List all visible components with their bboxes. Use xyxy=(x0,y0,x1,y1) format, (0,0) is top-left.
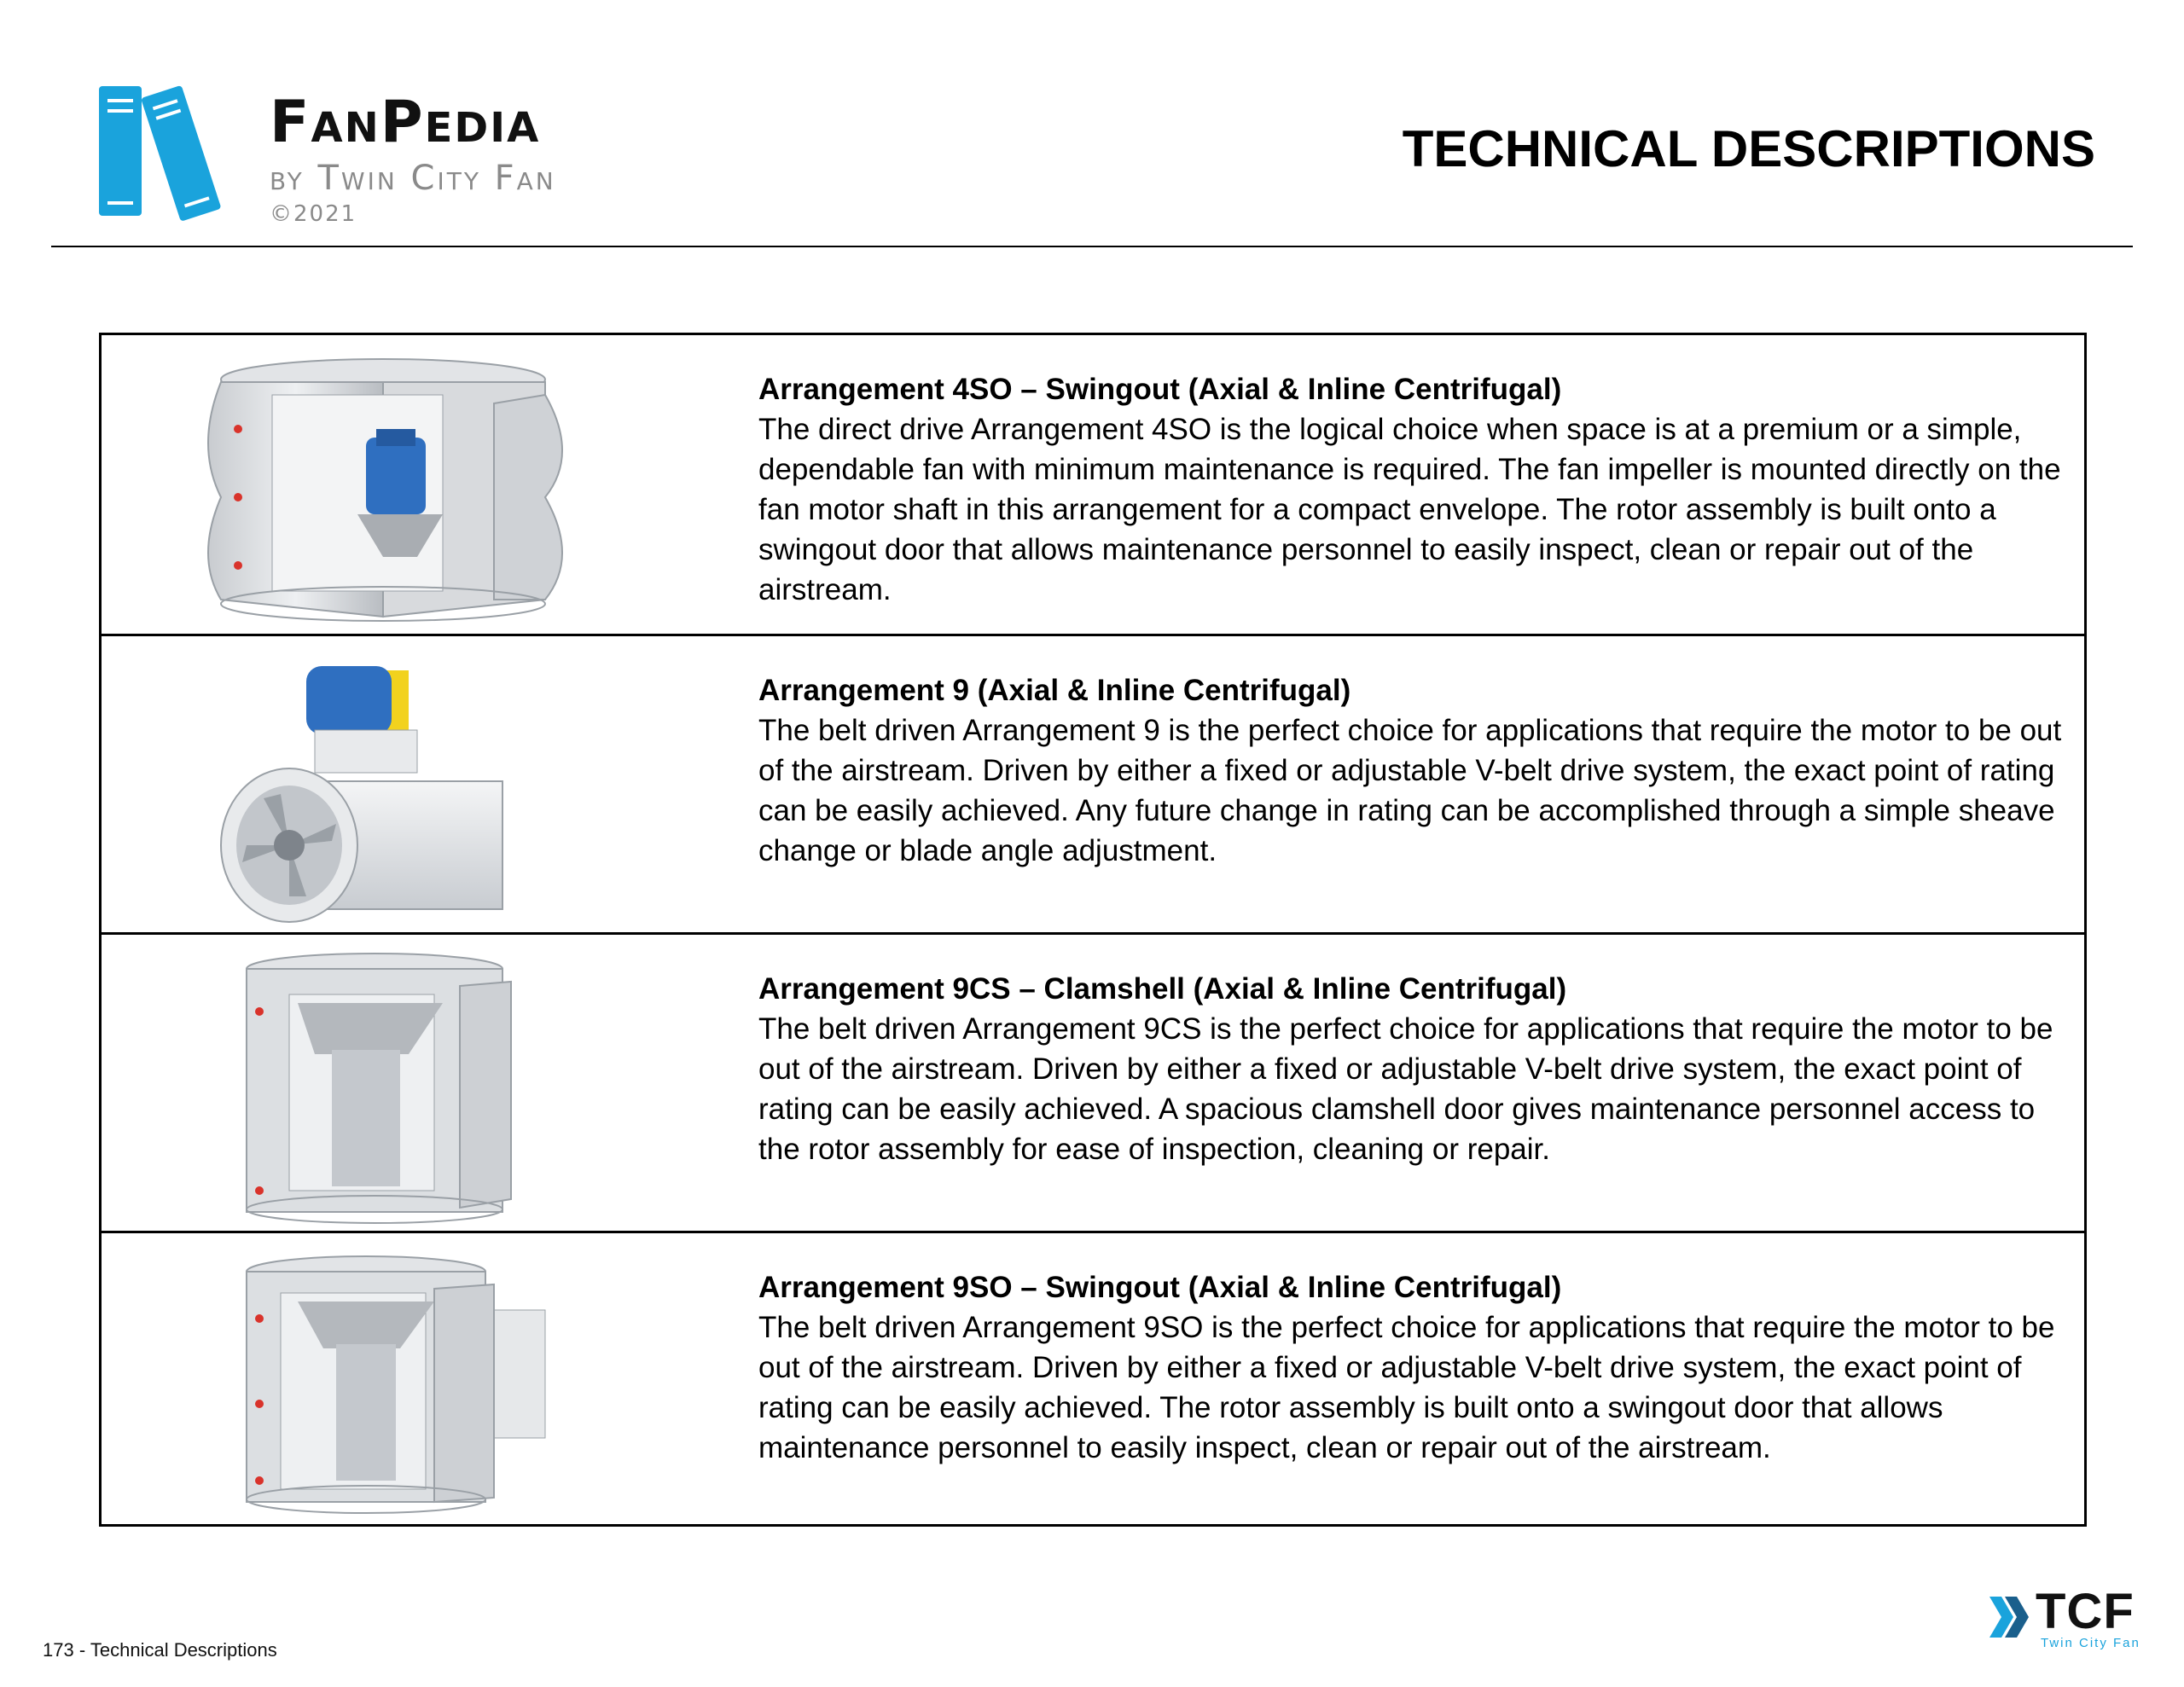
table-row xyxy=(102,1231,2084,1529)
tcf-logo xyxy=(1988,1586,2150,1655)
arrangement-title: Arrangement 9CS – Clamshell (Axial & Inline Centrifugal) xyxy=(758,972,1567,1006)
table-row xyxy=(102,335,2084,634)
row-text xyxy=(758,969,2064,1169)
row-text xyxy=(758,369,2064,610)
brand-name: FanPedia xyxy=(270,89,541,156)
copyright: ©2021 xyxy=(270,201,357,227)
arrangement-description: The belt driven Arrangement 9CS is the perfect choice for applications that require the motor to be out of the airstream. Driven by either a fixed or adjustable V-belt drive system, the exact point of rating can be easily achieved. A spacious clamshell door gives maintenance personnel access to the rotor assembly for ease of inspection, cleaning or repair. xyxy=(758,1012,2053,1166)
tcf-mark: TCF xyxy=(2036,1584,2135,1639)
books-icon xyxy=(99,82,235,227)
arrangement-4so-image xyxy=(187,344,665,625)
page-number-label: 173 - Technical Descriptions xyxy=(43,1639,277,1661)
arrangement-description: The direct drive Arrangement 4SO is the logical choice when space is at a premium or a simple, dependable fan with minimum maintenance is required. The fan impeller is mounted directly on the fan motor shaft in this arrangement for a compact envelope. The rotor assembly is built onto a swingout door that allows maintenance personnel to easily inspect, clean or repair out of the airstream. xyxy=(758,413,2061,606)
brand-by-line: by Twin City Fan xyxy=(270,159,556,198)
arrangement-9-image xyxy=(187,645,665,926)
fanpedia-logo xyxy=(99,82,679,227)
arrangement-9cs-image xyxy=(187,943,665,1225)
page-title: TECHNICAL DESCRIPTIONS xyxy=(1402,120,2095,177)
arrangement-description: The belt driven Arrangement 9 is the perfect choice for applications that require the motor to be out of the airstream. Driven by either a fixed or adjustable V-belt drive system, the exact point of rating can be easily achieved. Any future change in rating can be accomplished through a simple sheave change or blade angle adjustment. xyxy=(758,714,2062,867)
tcf-sub: Twin City Fan xyxy=(2041,1636,2140,1650)
arrangement-description: The belt driven Arrangement 9SO is the perfect choice for applications that require the motor to be out of the airstream. Driven by either a fixed or adjustable V-belt drive system, the exact point of rating can be easily achieved. The rotor assembly is built onto a swingout door that allows maintenance personnel to easily inspect, clean or repair out of the airstream. xyxy=(758,1311,2055,1464)
row-text xyxy=(758,1267,2064,1468)
table-row xyxy=(102,932,2084,1231)
arrangement-9so-image xyxy=(187,1242,665,1523)
chevrons-icon xyxy=(1988,1593,2032,1641)
row-text xyxy=(758,670,2064,871)
arrangement-title: Arrangement 4SO – Swingout (Axial & Inline Centrifugal) xyxy=(758,373,1562,406)
arrangements-table xyxy=(99,333,2087,1527)
header-divider xyxy=(51,246,2133,247)
arrangement-title: Arrangement 9 (Axial & Inline Centrifugal) xyxy=(758,674,1351,707)
table-row xyxy=(102,634,2084,932)
arrangement-title: Arrangement 9SO – Swingout (Axial & Inline Centrifugal) xyxy=(758,1271,1562,1304)
